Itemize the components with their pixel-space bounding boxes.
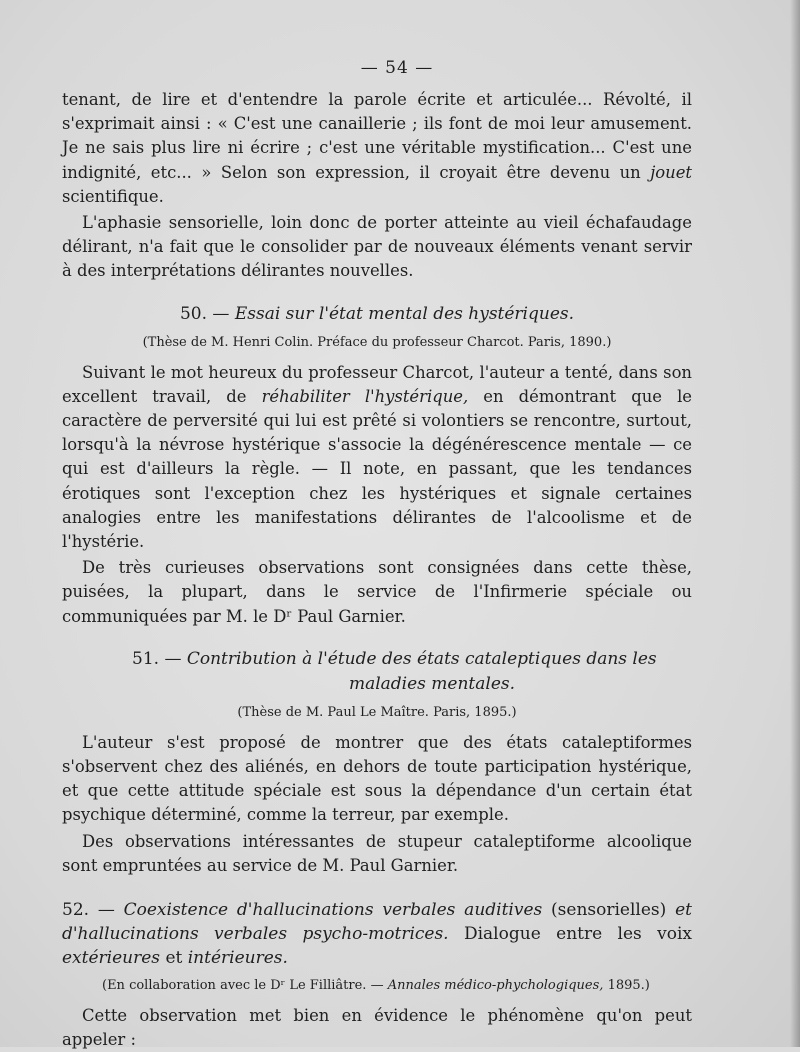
paragraph-6: Des observations intéressantes de stupeur cataleptiforme alcoolique sont empruntées au service de M. Paul Garnier.: [62, 831, 692, 875]
section-52-title-part-1: Coexistence d'hallucinations verbales auditives: [123, 900, 543, 921]
jouet-italic: jouet: [650, 162, 692, 182]
section-50-heading: [62, 302, 692, 327]
section-52-source: [62, 976, 692, 996]
paragraph-3-rest: en démontrant que le caractère de perversité qui lui est prêté si volontiers se rencontre, surtout, lorsqu'à la névrose hystérique s'associe la dégénérescence mentale — ce qui est d'ailleurs la règle. — Il note, en passant, que les tendances érotiques sont l'exception chez les hystériques et signale certaines analogies entre les manifestations délirantes de l'alcoolisme et de l'hystérie.: [62, 386, 693, 552]
paragraph-1: [62, 88, 692, 209]
section-52-heading: [62, 898, 692, 970]
section-50-title: Essai sur l'état mental des hystériques.: [234, 303, 575, 324]
page-edge-shadow: [790, 0, 800, 1047]
section-52-title-part-7: intérieures.: [187, 948, 288, 969]
section-50-source: (Thèse de M. Henri Colin. Préface du professeur Charcot. Paris, 1890.): [142, 334, 612, 350]
section-52-source-journal: Annales médico-phychologiques,: [387, 978, 604, 994]
section-52-source-year: 1895.): [607, 978, 650, 994]
paragraph-5: L'auteur s'est proposé de montrer que des états cataleptiformes s'observent chez des aliénés, en dehors de toute participation hystérique, et que cette attitude spéciale est sous la dépendance d'un certain état psychique déterminé, comme la terreur, par exemple.: [62, 732, 692, 825]
section-52-title-part-4: Dialogue entre les voix: [463, 924, 693, 945]
section-52-title-part-3: et d'hallucinations verbales psycho-motrices.: [62, 900, 692, 945]
section-51-source: (Thèse de M. Paul Le Maître. Paris, 1895.): [237, 704, 517, 720]
section-51-title-line-2: maladies mentales.: [348, 673, 516, 694]
section-52-title-part-5: extérieures: [62, 948, 161, 969]
section-51-heading: [62, 647, 692, 697]
section-51-title-line-1: Contribution à l'étude des états cataleptiques dans les: [186, 648, 657, 669]
paragraph-1-end: scientifique.: [62, 186, 164, 206]
section-52-title-part-2: (sensorielles): [551, 900, 667, 921]
paragraph-4: De très curieuses observations sont consignées dans cette thèse, puisées, la plupart, dans le service de l'Infirmerie spéciale ou communiquées par M. le Dʳ Paul Garnier.: [62, 558, 692, 626]
paragraph-7: Cette observation met bien en évidence le phénomène qu'on peut appeler :: [62, 1006, 692, 1050]
paragraph-2: L'aphasie sensorielle, loin donc de porter atteinte au vieil échafaudage délirant, n'a fait que le consolider par de nouveaux éléments venant servir à des interprétations délirantes nouvelles.: [62, 213, 692, 281]
section-50-number: 50. —: [179, 303, 230, 324]
paragraph-3-italic: réhabiliter l'hystérique,: [261, 386, 469, 406]
section-52-number: 52. —: [62, 900, 115, 921]
paragraph-3: [62, 361, 692, 555]
paragraph-3-start: Suivant le mot heureux du professeur Charcot, l'auteur a tenté, dans son excellent travail, de: [62, 362, 692, 406]
page-number: — 54 —: [360, 58, 434, 78]
paragraph-1-text: tenant, de lire et d'entendre la parole écrite et articulée... Révolté, il s'exprimait ainsi : « C'est une canaillerie ; ils font de moi leur amusement. Je ne sais plus lire ni écrire ; c'est une véritable mystification... C'est une indignité, etc... » Selon son expression, il croyait être devenu un: [62, 90, 692, 182]
section-51-number: 51. —: [132, 648, 182, 669]
section-52-title-part-6: et: [165, 948, 183, 969]
section-52-source-start: (En collaboration avec le Dʳ Le Filliâtre. —: [102, 978, 384, 994]
